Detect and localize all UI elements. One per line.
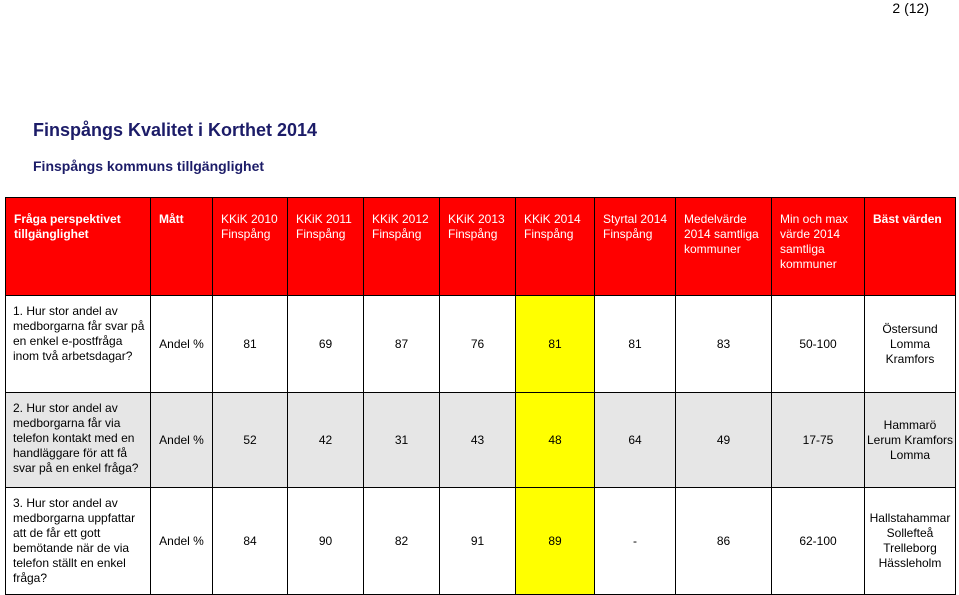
best-values-cell: Hammarö Lerum Kramfors Lomma bbox=[865, 393, 956, 488]
header-kkik-2014: KKiK 2014 Finspång bbox=[516, 198, 595, 296]
value-cell: - bbox=[595, 488, 676, 595]
header-kkik-2011: KKiK 2011 Finspång bbox=[288, 198, 364, 296]
measure-cell: Andel % bbox=[151, 393, 213, 488]
value-cell: 87 bbox=[364, 296, 440, 393]
header-best: Bäst värden bbox=[865, 198, 956, 296]
header-kkik-2010: KKiK 2010 Finspång bbox=[213, 198, 288, 296]
document-subtitle: Finspångs kommuns tillgänglighet bbox=[33, 158, 265, 174]
question-cell: 3. Hur stor andel av medborgarna uppfattar att de får ett gott bemötande när de via telefon ställt en enkel fråga? bbox=[6, 488, 151, 595]
measure-cell: Andel % bbox=[151, 488, 213, 595]
value-cell: 64 bbox=[595, 393, 676, 488]
value-cell: 82 bbox=[364, 488, 440, 595]
value-cell: 86 bbox=[676, 488, 772, 595]
value-cell: 42 bbox=[288, 393, 364, 488]
value-cell: 50-100 bbox=[772, 296, 865, 393]
value-cell: 43 bbox=[440, 393, 516, 488]
table-row bbox=[6, 296, 956, 393]
header-measure: Mått bbox=[151, 198, 213, 296]
table-header-row bbox=[6, 198, 956, 296]
value-cell: 49 bbox=[676, 393, 772, 488]
question-cell: 2. Hur stor andel av medborgarna får via telefon kontakt med en handläggare för att få svar på en enkel fråga? bbox=[6, 393, 151, 488]
value-cell: 31 bbox=[364, 393, 440, 488]
header-kkik-2012: KKiK 2012 Finspång bbox=[364, 198, 440, 296]
value-cell: 90 bbox=[288, 488, 364, 595]
header-kkik-2013: KKiK 2013 Finspång bbox=[440, 198, 516, 296]
value-cell: 69 bbox=[288, 296, 364, 393]
header-min-max: Min och max värde 2014 samtliga kommuner bbox=[772, 198, 865, 296]
value-cell: 81 bbox=[595, 296, 676, 393]
header-styrtal: Styrtal 2014 Finspång bbox=[595, 198, 676, 296]
header-medelvarde: Medelvärde 2014 samtliga kommuner bbox=[676, 198, 772, 296]
value-cell: 52 bbox=[213, 393, 288, 488]
value-cell: 84 bbox=[213, 488, 288, 595]
value-cell: 83 bbox=[676, 296, 772, 393]
table-row bbox=[6, 393, 956, 488]
table-row bbox=[6, 488, 956, 595]
best-values-cell: Östersund Lomma Kramfors bbox=[865, 296, 956, 393]
header-question: Fråga perspektivet tillgänglighet bbox=[6, 198, 151, 296]
document-title: Finspångs Kvalitet i Korthet 2014 bbox=[33, 120, 318, 140]
value-cell: 76 bbox=[440, 296, 516, 393]
value-cell: 91 bbox=[440, 488, 516, 595]
question-cell: 1. Hur stor andel av medborgarna får svar på en enkel e-postfråga inom två arbetsdagar? bbox=[6, 296, 151, 393]
value-cell-highlighted: 89 bbox=[516, 488, 595, 595]
value-cell-highlighted: 48 bbox=[516, 393, 595, 488]
value-cell: 81 bbox=[213, 296, 288, 393]
measure-cell: Andel % bbox=[151, 296, 213, 393]
value-cell-highlighted: 81 bbox=[516, 296, 595, 393]
value-cell: 62-100 bbox=[772, 488, 865, 595]
page-number: 2 (12) bbox=[892, 0, 929, 16]
value-cell: 17-75 bbox=[772, 393, 865, 488]
accessibility-table bbox=[5, 197, 956, 595]
best-values-cell: Hallstahammar Sollefteå Trelleborg Hässleholm bbox=[865, 488, 956, 595]
